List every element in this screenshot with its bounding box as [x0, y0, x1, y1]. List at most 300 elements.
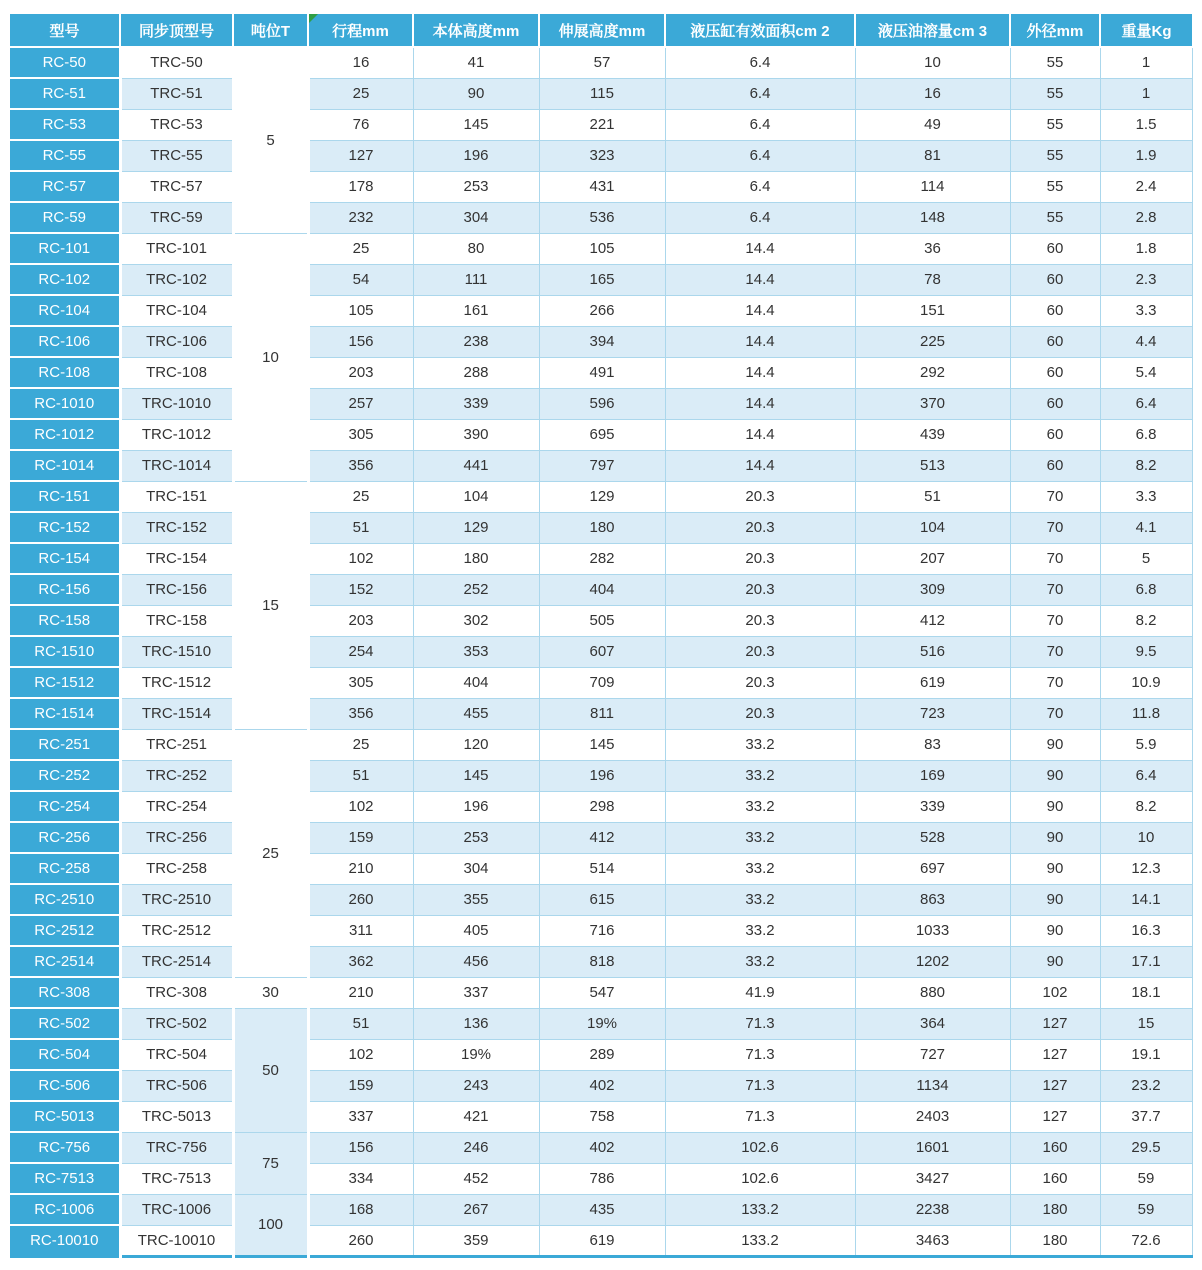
cell-body-height: 452	[413, 1163, 539, 1194]
cell-cylinder-area: 14.4	[665, 357, 855, 388]
cell-weight: 11.8	[1100, 698, 1192, 729]
table-row	[10, 729, 1192, 760]
cell-oil-capacity: 81	[855, 140, 1010, 171]
cell-oil-capacity: 114	[855, 171, 1010, 202]
cell-sync-model: TRC-502	[120, 1008, 233, 1039]
cell-extended-height: 394	[539, 326, 665, 357]
cell-weight: 4.1	[1100, 512, 1192, 543]
table-row	[10, 605, 1192, 636]
cell-body-height: 337	[413, 977, 539, 1008]
cell-stroke: 159	[308, 1070, 413, 1101]
table-row	[10, 1132, 1192, 1163]
cell-sync-model: TRC-158	[120, 605, 233, 636]
table-row	[10, 357, 1192, 388]
cell-extended-height: 797	[539, 450, 665, 481]
cell-model: RC-1510	[10, 636, 120, 667]
cell-stroke: 25	[308, 481, 413, 512]
cell-extended-height: 282	[539, 543, 665, 574]
cell-weight: 14.1	[1100, 884, 1192, 915]
cell-body-height: 145	[413, 109, 539, 140]
column-header-label: 液压缸有效面积cm 2	[690, 22, 830, 40]
column-header-weight	[1100, 14, 1192, 47]
cell-sync-model: TRC-151	[120, 481, 233, 512]
cell-oil-capacity: 10	[855, 47, 1010, 78]
cell-model: RC-50	[10, 47, 120, 78]
cell-outer-diameter: 55	[1010, 171, 1100, 202]
cell-body-height: 136	[413, 1008, 539, 1039]
cell-weight: 59	[1100, 1194, 1192, 1225]
cell-model: RC-151	[10, 481, 120, 512]
cell-sync-model: TRC-251	[120, 729, 233, 760]
column-header-extended_height	[539, 14, 665, 47]
cell-oil-capacity: 2403	[855, 1101, 1010, 1132]
cell-oil-capacity: 83	[855, 729, 1010, 760]
table-row	[10, 946, 1192, 977]
cell-sync-model: TRC-108	[120, 357, 233, 388]
cell-oil-capacity: 151	[855, 295, 1010, 326]
cell-sync-model: TRC-51	[120, 78, 233, 109]
cell-body-height: 421	[413, 1101, 539, 1132]
cell-cylinder-area: 33.2	[665, 884, 855, 915]
cell-cylinder-area: 71.3	[665, 1070, 855, 1101]
cell-stroke: 232	[308, 202, 413, 233]
cell-oil-capacity: 619	[855, 667, 1010, 698]
cell-sync-model: TRC-756	[120, 1132, 233, 1163]
cell-cylinder-area: 20.3	[665, 574, 855, 605]
cell-extended-height: 402	[539, 1132, 665, 1163]
cell-body-height: 196	[413, 140, 539, 171]
cell-body-height: 252	[413, 574, 539, 605]
cell-outer-diameter: 90	[1010, 853, 1100, 884]
cell-weight: 37.7	[1100, 1101, 1192, 1132]
cell-stroke: 203	[308, 357, 413, 388]
cell-stroke: 156	[308, 326, 413, 357]
cell-stroke: 334	[308, 1163, 413, 1194]
cell-model: RC-51	[10, 78, 120, 109]
cell-body-height: 304	[413, 853, 539, 884]
cell-weight: 10	[1100, 822, 1192, 853]
cell-body-height: 455	[413, 698, 539, 729]
cell-model: RC-154	[10, 543, 120, 574]
cell-outer-diameter: 90	[1010, 946, 1100, 977]
cell-extended-height: 615	[539, 884, 665, 915]
cell-outer-diameter: 70	[1010, 512, 1100, 543]
cell-model: RC-251	[10, 729, 120, 760]
cell-tonnage: 50	[233, 1008, 308, 1132]
cell-extended-height: 165	[539, 264, 665, 295]
cell-stroke: 305	[308, 419, 413, 450]
cell-stroke: 51	[308, 512, 413, 543]
cell-outer-diameter: 90	[1010, 884, 1100, 915]
cell-model: RC-10010	[10, 1225, 120, 1257]
cell-sync-model: TRC-506	[120, 1070, 233, 1101]
cell-extended-height: 105	[539, 233, 665, 264]
cell-model: RC-258	[10, 853, 120, 884]
cell-oil-capacity: 169	[855, 760, 1010, 791]
cell-body-height: 390	[413, 419, 539, 450]
column-header-cylinder_area	[665, 14, 855, 47]
cell-extended-height: 758	[539, 1101, 665, 1132]
cell-model: RC-101	[10, 233, 120, 264]
cell-extended-height: 536	[539, 202, 665, 233]
comment-corner-marker-icon	[309, 14, 318, 23]
cell-sync-model: TRC-55	[120, 140, 233, 171]
cell-cylinder-area: 41.9	[665, 977, 855, 1008]
cell-oil-capacity: 36	[855, 233, 1010, 264]
cell-outer-diameter: 55	[1010, 109, 1100, 140]
cell-weight: 23.2	[1100, 1070, 1192, 1101]
cell-extended-height: 115	[539, 78, 665, 109]
cell-sync-model: TRC-154	[120, 543, 233, 574]
cell-oil-capacity: 439	[855, 419, 1010, 450]
cell-weight: 1	[1100, 47, 1192, 78]
cell-cylinder-area: 14.4	[665, 326, 855, 357]
cell-outer-diameter: 90	[1010, 729, 1100, 760]
cell-sync-model: TRC-1510	[120, 636, 233, 667]
cell-body-height: 145	[413, 760, 539, 791]
cell-outer-diameter: 60	[1010, 450, 1100, 481]
cell-stroke: 102	[308, 1039, 413, 1070]
cell-extended-height: 57	[539, 47, 665, 78]
cell-weight: 10.9	[1100, 667, 1192, 698]
table-row	[10, 450, 1192, 481]
cell-cylinder-area: 6.4	[665, 78, 855, 109]
cell-cylinder-area: 20.3	[665, 481, 855, 512]
cell-cylinder-area: 6.4	[665, 202, 855, 233]
cell-cylinder-area: 133.2	[665, 1225, 855, 1257]
cell-weight: 6.8	[1100, 574, 1192, 605]
table-row	[10, 574, 1192, 605]
cell-body-height: 288	[413, 357, 539, 388]
cell-cylinder-area: 20.3	[665, 605, 855, 636]
cell-outer-diameter: 60	[1010, 357, 1100, 388]
cell-sync-model: TRC-59	[120, 202, 233, 233]
cell-cylinder-area: 33.2	[665, 853, 855, 884]
cell-body-height: 405	[413, 915, 539, 946]
cell-cylinder-area: 71.3	[665, 1008, 855, 1039]
cell-model: RC-108	[10, 357, 120, 388]
header-row	[10, 14, 1192, 47]
cell-sync-model: TRC-1514	[120, 698, 233, 729]
cell-oil-capacity: 339	[855, 791, 1010, 822]
cell-body-height: 304	[413, 202, 539, 233]
cell-model: RC-756	[10, 1132, 120, 1163]
cell-stroke: 25	[308, 729, 413, 760]
cell-weight: 8.2	[1100, 791, 1192, 822]
cell-oil-capacity: 1601	[855, 1132, 1010, 1163]
cell-weight: 6.4	[1100, 388, 1192, 419]
table-row	[10, 109, 1192, 140]
cell-outer-diameter: 60	[1010, 295, 1100, 326]
cell-model: RC-158	[10, 605, 120, 636]
cell-outer-diameter: 102	[1010, 977, 1100, 1008]
cell-extended-height: 716	[539, 915, 665, 946]
cell-outer-diameter: 160	[1010, 1163, 1100, 1194]
cell-outer-diameter: 90	[1010, 915, 1100, 946]
cell-model: RC-2512	[10, 915, 120, 946]
table-row	[10, 171, 1192, 202]
cell-sync-model: TRC-252	[120, 760, 233, 791]
cell-sync-model: TRC-1014	[120, 450, 233, 481]
cell-sync-model: TRC-10010	[120, 1225, 233, 1257]
cell-weight: 9.5	[1100, 636, 1192, 667]
cell-extended-height: 323	[539, 140, 665, 171]
cell-oil-capacity: 51	[855, 481, 1010, 512]
table-row	[10, 481, 1192, 512]
cell-sync-model: TRC-101	[120, 233, 233, 264]
cell-cylinder-area: 6.4	[665, 47, 855, 78]
cell-extended-height: 596	[539, 388, 665, 419]
cell-oil-capacity: 370	[855, 388, 1010, 419]
cell-model: RC-502	[10, 1008, 120, 1039]
cell-weight: 15	[1100, 1008, 1192, 1039]
cell-weight: 4.4	[1100, 326, 1192, 357]
cell-extended-height: 514	[539, 853, 665, 884]
cell-sync-model: TRC-254	[120, 791, 233, 822]
table-row	[10, 698, 1192, 729]
table-row	[10, 1163, 1192, 1194]
table-row	[10, 1070, 1192, 1101]
table-row	[10, 1101, 1192, 1132]
cell-outer-diameter: 60	[1010, 326, 1100, 357]
cell-stroke: 25	[308, 78, 413, 109]
cell-model: RC-106	[10, 326, 120, 357]
table-row	[10, 419, 1192, 450]
cell-sync-model: TRC-2510	[120, 884, 233, 915]
cell-sync-model: TRC-152	[120, 512, 233, 543]
cell-tonnage: 30	[233, 977, 308, 1008]
cell-tonnage: 10	[233, 233, 308, 481]
cell-body-height: 353	[413, 636, 539, 667]
cell-model: RC-152	[10, 512, 120, 543]
cell-extended-height: 431	[539, 171, 665, 202]
table-row	[10, 884, 1192, 915]
cell-outer-diameter: 90	[1010, 760, 1100, 791]
cell-model: RC-57	[10, 171, 120, 202]
table-row	[10, 915, 1192, 946]
cell-outer-diameter: 60	[1010, 233, 1100, 264]
cell-sync-model: TRC-57	[120, 171, 233, 202]
cell-extended-height: 818	[539, 946, 665, 977]
cell-model: RC-156	[10, 574, 120, 605]
cell-sync-model: TRC-504	[120, 1039, 233, 1070]
cell-extended-height: 289	[539, 1039, 665, 1070]
cell-cylinder-area: 20.3	[665, 543, 855, 574]
cell-outer-diameter: 70	[1010, 574, 1100, 605]
cell-cylinder-area: 33.2	[665, 946, 855, 977]
cell-model: RC-2514	[10, 946, 120, 977]
cell-stroke: 356	[308, 450, 413, 481]
table-row	[10, 140, 1192, 171]
cell-stroke: 311	[308, 915, 413, 946]
cell-oil-capacity: 3427	[855, 1163, 1010, 1194]
cell-outer-diameter: 60	[1010, 388, 1100, 419]
cell-extended-height: 709	[539, 667, 665, 698]
column-header-tonnage	[233, 14, 308, 47]
cell-body-height: 161	[413, 295, 539, 326]
cell-extended-height: 607	[539, 636, 665, 667]
cell-oil-capacity: 880	[855, 977, 1010, 1008]
cell-oil-capacity: 516	[855, 636, 1010, 667]
column-header-label: 型号	[49, 22, 80, 40]
cell-model: RC-252	[10, 760, 120, 791]
product-spec-table	[10, 14, 1193, 1258]
cell-weight: 18.1	[1100, 977, 1192, 1008]
cell-body-height: 267	[413, 1194, 539, 1225]
cell-weight: 59	[1100, 1163, 1192, 1194]
cell-stroke: 168	[308, 1194, 413, 1225]
cell-model: RC-1014	[10, 450, 120, 481]
cell-model: RC-254	[10, 791, 120, 822]
cell-weight: 1.9	[1100, 140, 1192, 171]
cell-stroke: 76	[308, 109, 413, 140]
column-header-body_height	[413, 14, 539, 47]
cell-cylinder-area: 14.4	[665, 388, 855, 419]
cell-body-height: 302	[413, 605, 539, 636]
column-header-label: 吨位T	[250, 22, 291, 40]
cell-body-height: 90	[413, 78, 539, 109]
cell-cylinder-area: 33.2	[665, 791, 855, 822]
cell-oil-capacity: 364	[855, 1008, 1010, 1039]
cell-oil-capacity: 1033	[855, 915, 1010, 946]
cell-tonnage: 5	[233, 47, 308, 233]
cell-tonnage: 15	[233, 481, 308, 729]
cell-outer-diameter: 90	[1010, 791, 1100, 822]
cell-stroke: 203	[308, 605, 413, 636]
cell-outer-diameter: 127	[1010, 1070, 1100, 1101]
cell-extended-height: 221	[539, 109, 665, 140]
cell-outer-diameter: 127	[1010, 1101, 1100, 1132]
cell-stroke: 356	[308, 698, 413, 729]
cell-model: RC-5013	[10, 1101, 120, 1132]
cell-oil-capacity: 1202	[855, 946, 1010, 977]
cell-weight: 1	[1100, 78, 1192, 109]
table-row	[10, 233, 1192, 264]
cell-outer-diameter: 55	[1010, 78, 1100, 109]
cell-body-height: 129	[413, 512, 539, 543]
column-header-label: 外径mm	[1026, 22, 1084, 40]
cell-outer-diameter: 70	[1010, 698, 1100, 729]
cell-model: RC-7513	[10, 1163, 120, 1194]
column-header-label: 液压油溶量cm 3	[877, 22, 988, 40]
cell-model: RC-256	[10, 822, 120, 853]
cell-sync-model: TRC-1512	[120, 667, 233, 698]
cell-outer-diameter: 55	[1010, 47, 1100, 78]
column-header-model	[10, 14, 120, 47]
cell-stroke: 152	[308, 574, 413, 605]
cell-sync-model: TRC-53	[120, 109, 233, 140]
cell-weight: 5	[1100, 543, 1192, 574]
table-row	[10, 512, 1192, 543]
cell-extended-height: 695	[539, 419, 665, 450]
cell-outer-diameter: 70	[1010, 636, 1100, 667]
cell-cylinder-area: 20.3	[665, 512, 855, 543]
cell-body-height: 104	[413, 481, 539, 512]
cell-oil-capacity: 16	[855, 78, 1010, 109]
cell-body-height: 456	[413, 946, 539, 977]
cell-outer-diameter: 90	[1010, 822, 1100, 853]
cell-model: RC-55	[10, 140, 120, 171]
table-row	[10, 388, 1192, 419]
cell-oil-capacity: 309	[855, 574, 1010, 605]
cell-stroke: 54	[308, 264, 413, 295]
cell-weight: 6.4	[1100, 760, 1192, 791]
cell-model: RC-59	[10, 202, 120, 233]
cell-oil-capacity: 723	[855, 698, 1010, 729]
cell-stroke: 260	[308, 884, 413, 915]
cell-model: RC-1010	[10, 388, 120, 419]
cell-sync-model: TRC-2512	[120, 915, 233, 946]
cell-oil-capacity: 78	[855, 264, 1010, 295]
cell-outer-diameter: 70	[1010, 667, 1100, 698]
cell-weight: 1.5	[1100, 109, 1192, 140]
cell-sync-model: TRC-5013	[120, 1101, 233, 1132]
cell-body-height: 404	[413, 667, 539, 698]
cell-weight: 16.3	[1100, 915, 1192, 946]
cell-body-height: 246	[413, 1132, 539, 1163]
cell-extended-height: 180	[539, 512, 665, 543]
cell-extended-height: 786	[539, 1163, 665, 1194]
cell-outer-diameter: 127	[1010, 1039, 1100, 1070]
cell-sync-model: TRC-258	[120, 853, 233, 884]
cell-weight: 6.8	[1100, 419, 1192, 450]
cell-outer-diameter: 60	[1010, 419, 1100, 450]
cell-outer-diameter: 70	[1010, 481, 1100, 512]
cell-extended-height: 404	[539, 574, 665, 605]
cell-model: RC-53	[10, 109, 120, 140]
cell-stroke: 159	[308, 822, 413, 853]
table-row	[10, 1008, 1192, 1039]
cell-oil-capacity: 104	[855, 512, 1010, 543]
cell-stroke: 257	[308, 388, 413, 419]
cell-outer-diameter: 70	[1010, 543, 1100, 574]
cell-stroke: 102	[308, 791, 413, 822]
cell-stroke: 178	[308, 171, 413, 202]
cell-extended-height: 412	[539, 822, 665, 853]
cell-outer-diameter: 55	[1010, 140, 1100, 171]
cell-cylinder-area: 102.6	[665, 1132, 855, 1163]
cell-oil-capacity: 1134	[855, 1070, 1010, 1101]
cell-extended-height: 298	[539, 791, 665, 822]
cell-cylinder-area: 33.2	[665, 822, 855, 853]
table-row	[10, 977, 1192, 1008]
cell-stroke: 51	[308, 760, 413, 791]
cell-extended-height: 547	[539, 977, 665, 1008]
cell-model: RC-504	[10, 1039, 120, 1070]
cell-weight: 2.4	[1100, 171, 1192, 202]
table-row	[10, 822, 1192, 853]
cell-body-height: 355	[413, 884, 539, 915]
cell-extended-height: 505	[539, 605, 665, 636]
cell-model: RC-2510	[10, 884, 120, 915]
cell-oil-capacity: 2238	[855, 1194, 1010, 1225]
cell-stroke: 156	[308, 1132, 413, 1163]
column-header-oil_capacity	[855, 14, 1010, 47]
cell-model: RC-308	[10, 977, 120, 1008]
column-header-label: 重量Kg	[1121, 22, 1172, 40]
cell-outer-diameter: 180	[1010, 1225, 1100, 1257]
cell-cylinder-area: 20.3	[665, 667, 855, 698]
column-header-sync_model	[120, 14, 233, 47]
cell-extended-height: 266	[539, 295, 665, 326]
cell-stroke: 127	[308, 140, 413, 171]
cell-sync-model: TRC-1010	[120, 388, 233, 419]
cell-oil-capacity: 697	[855, 853, 1010, 884]
cell-extended-height: 145	[539, 729, 665, 760]
cell-oil-capacity: 225	[855, 326, 1010, 357]
column-header-stroke	[308, 14, 413, 47]
cell-cylinder-area: 20.3	[665, 698, 855, 729]
